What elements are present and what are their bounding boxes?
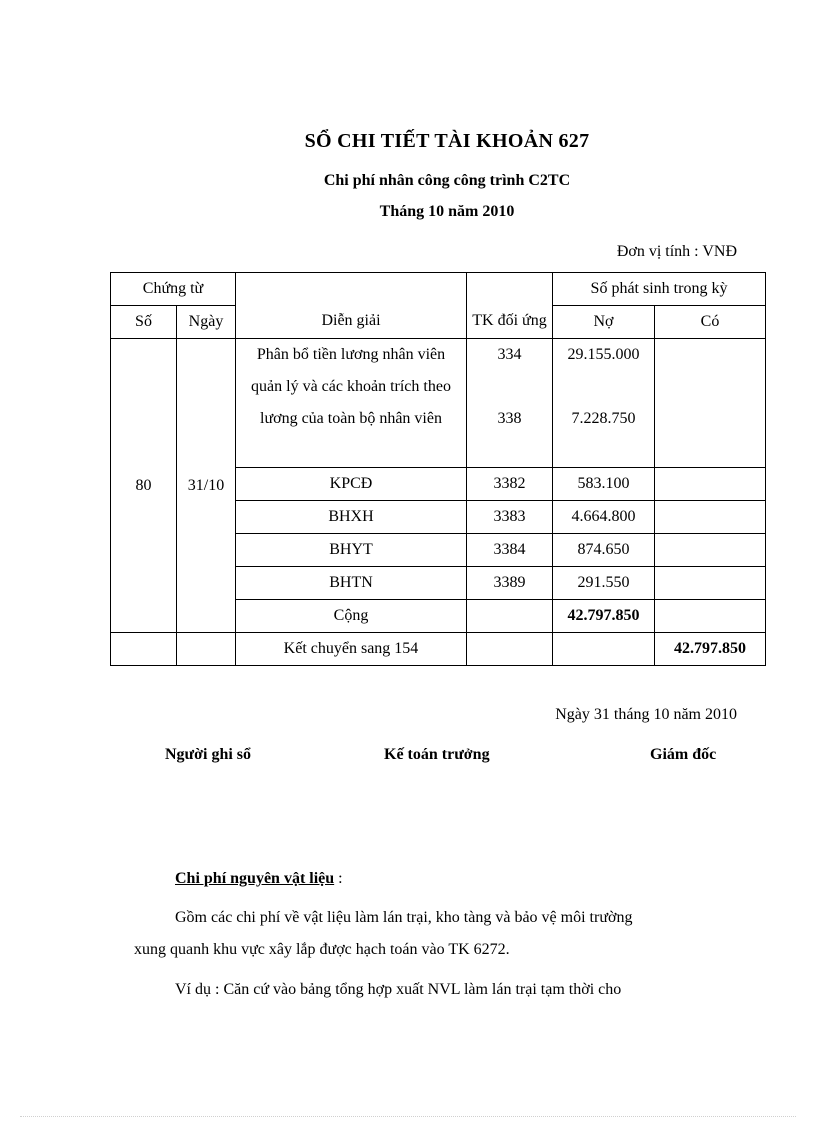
section-heading: [175, 870, 343, 888]
description-cell: KPCĐ: [236, 468, 467, 501]
ledger-table: [110, 272, 766, 666]
description-cell: BHYT: [236, 534, 467, 567]
debit-cell: [553, 633, 655, 666]
paragraph-line: xung quanh khu vực xây lắp được hạch toán vào TK 6272.: [134, 941, 510, 958]
transfer-row: [111, 633, 766, 666]
section-colon: :: [334, 870, 343, 887]
debit-value: 29.155.000: [567, 346, 640, 363]
transfer-credit: 42.797.850: [655, 633, 766, 666]
voucher-no-cell: 80: [111, 339, 177, 633]
document-title: SỔ CHI TIẾT TÀI KHOẢN 627: [304, 130, 590, 152]
transfer-label: Kết chuyển sang 154: [236, 633, 467, 666]
header-description: Diễn giải: [236, 273, 467, 339]
header-credit: Có: [655, 306, 766, 339]
account-cell: [467, 633, 553, 666]
account-cell: 3383: [467, 501, 553, 534]
header-voucher-date: Ngày: [177, 306, 236, 339]
account-cell: 3384: [467, 534, 553, 567]
credit-cell: [655, 501, 766, 534]
description-cell: BHTN: [236, 567, 467, 600]
debit-cell: [553, 339, 655, 468]
signature-chief-accountant: Kế toán trưởng: [384, 746, 490, 763]
account-cell: [467, 339, 553, 468]
voucher-no-cell: [111, 633, 177, 666]
total-label: Cộng: [236, 600, 467, 633]
description-cell: Phân bổ tiền lương nhân viên quản lý và các khoản trích theo lương của toàn bộ nhân viên: [236, 339, 467, 468]
debit-cell: 874.650: [553, 534, 655, 567]
credit-cell: [655, 534, 766, 567]
paragraph-line: Gồm các chi phí về vật liệu làm lán trại, kho tàng và bảo vệ môi trường: [175, 909, 633, 926]
debit-cell: 583.100: [553, 468, 655, 501]
header-debit: Nợ: [553, 306, 655, 339]
total-debit: 42.797.850: [553, 600, 655, 633]
account-cell: [467, 600, 553, 633]
document-subtitle: Chi phí nhân công công trình C2TC: [323, 172, 571, 189]
paragraph-line: Ví dụ : Căn cứ vào bảng tổng hợp xuất NVL làm lán trại tạm thời cho: [175, 981, 622, 998]
credit-cell: [655, 567, 766, 600]
header-row-1: [111, 273, 766, 306]
signature-director: Giám đốc: [650, 746, 717, 763]
account-cell: 3382: [467, 468, 553, 501]
debit-cell: 291.550: [553, 567, 655, 600]
currency-unit: Đơn vị tính : VNĐ: [616, 243, 737, 260]
credit-cell: [655, 600, 766, 633]
header-movement: Số phát sinh trong kỳ: [553, 273, 766, 306]
debit-value: 7.228.750: [571, 410, 636, 427]
account-cell: 3389: [467, 567, 553, 600]
account-value: 334: [497, 346, 522, 363]
header-voucher: Chứng từ: [111, 273, 236, 306]
header-voucher-no: Số: [111, 306, 177, 339]
voucher-date-cell: [177, 633, 236, 666]
credit-cell: [655, 339, 766, 468]
voucher-date-cell: 31/10: [177, 339, 236, 633]
account-value: 338: [497, 410, 522, 427]
signature-date: Ngày 31 tháng 10 năm 2010: [555, 706, 737, 723]
debit-cell: 4.664.800: [553, 501, 655, 534]
document-period: Tháng 10 năm 2010: [379, 203, 515, 220]
section-title: Chi phí nguyên vật liệu: [175, 870, 335, 887]
signature-recorder: Người ghi sổ: [165, 746, 252, 763]
table-row: [111, 339, 766, 468]
header-account: TK đối ứng: [467, 273, 553, 339]
description-cell: BHXH: [236, 501, 467, 534]
credit-cell: [655, 468, 766, 501]
page-bottom-rule: [20, 1116, 796, 1117]
